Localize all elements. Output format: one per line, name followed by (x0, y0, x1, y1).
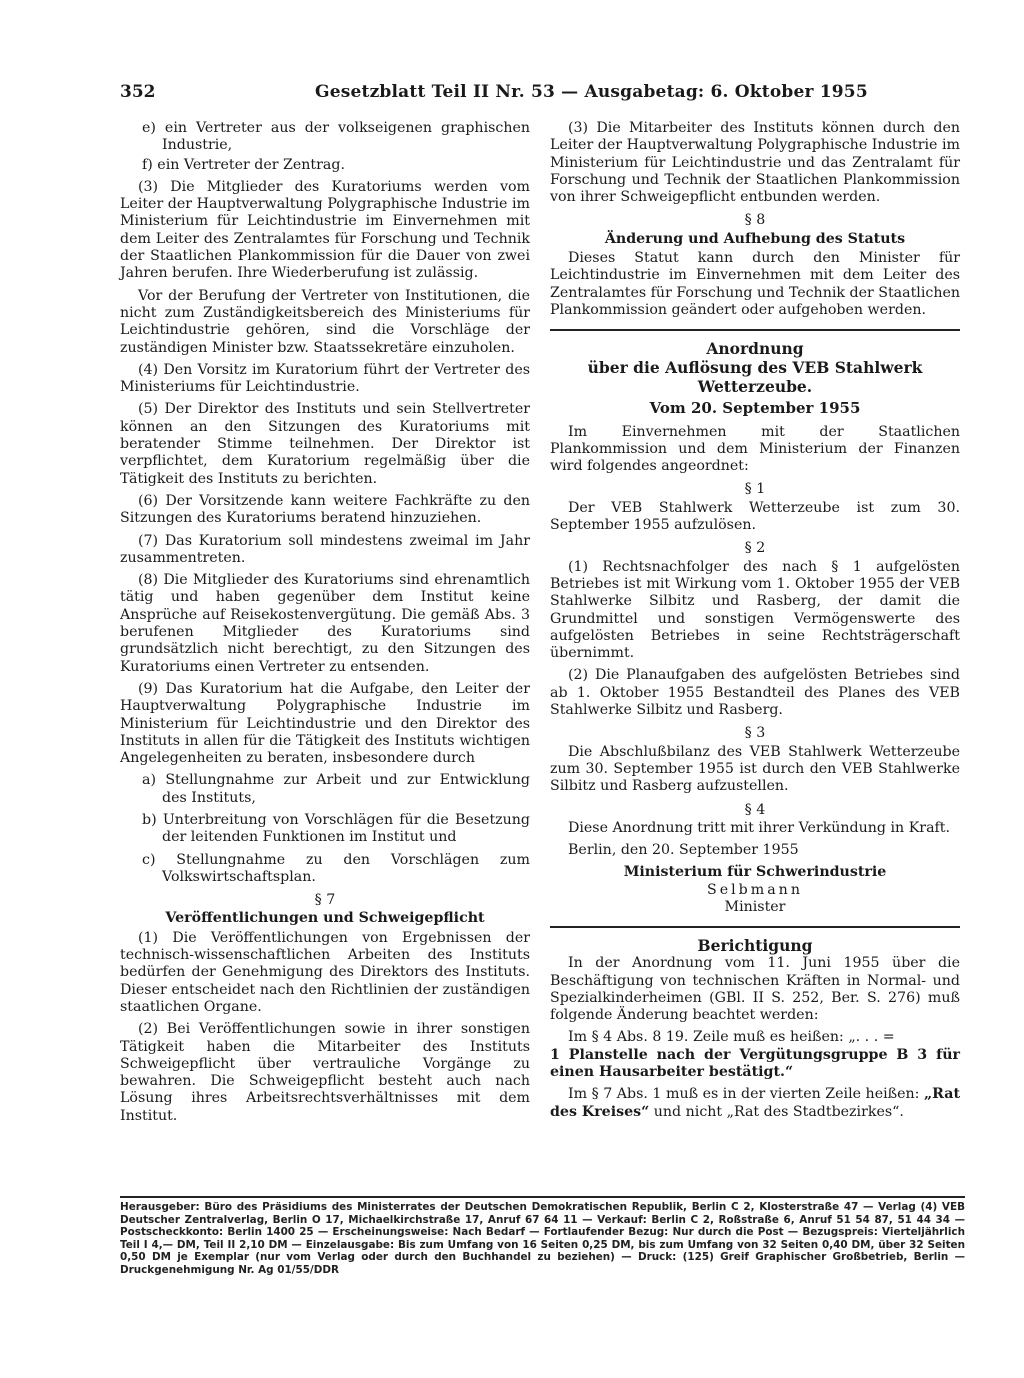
signer-role: Minister (724, 898, 786, 915)
section-7-number: § 7 (314, 892, 336, 909)
anordnung-section-2-number: § 2 (744, 540, 766, 557)
footer-rule (120, 1196, 965, 1198)
anordnung-title: Anordnung (706, 339, 804, 359)
anordnung-section-2-paragraph-1: (1) Rechtsnachfolger des nach § 1 aufgelösten Betriebes ist mit Wirkung vom 1. Oktober 1955 der VEB Stahlwerke Silbitz und Rasberg, der damit die Grundmittel und sonstigen Vermögenswerte des aufgelösten Betriebes in seine Rechtsträgerschaft übernimmt. (550, 558, 960, 662)
signer-name: Selbmann (707, 881, 803, 898)
berichtigung-paragraph-1: In der Anordnung vom 11. Juni 1955 über die Beschäftigung von technischen Kräften in Normal- und Spezialkinderheimen (GBl. II S. 252, Ber. S. 276) muß folgende Änderung beachtet werden: (550, 955, 960, 1024)
anordnung-date: Vom 20. September 1955 (649, 399, 861, 418)
list-item-a: a) Stellungnahme zur Arbeit und zur Entwicklung des Instituts, (142, 772, 530, 806)
anordnung-section-3-number: § 3 (744, 725, 766, 742)
paragraph-7: (7) Das Kuratorium soll mindestens zweimal im Jahr zusammentreten. (120, 532, 530, 566)
place-date-line: Berlin, den 20. September 1955 (568, 842, 799, 859)
anordnung-intro: Im Einvernehmen mit der Staatlichen Plankommission und dem Ministerium der Finanzen wird folgendes angeordnet: (550, 423, 960, 475)
berichtigung-p3-lead: Im § 7 Abs. 1 muß es in der vierten Zeile heißen: (568, 1086, 920, 1103)
imprint-footer: Herausgeber: Büro des Präsidiums des Ministerrates der Deutschen Demokratischen Republik, Berlin C 2, Klosterstraße 47 — Verlag (4) VEB Deutscher Zentralverlag, Berlin O 17, Michaelkirchstraße 17, Anruf 67 64 11 — Verkauf: Berlin C 2, Roßstraße 6, Anruf 51 54 87, 51 44 34 — Postscheckkonto: Berlin 1400 25 — Erscheinungsweise: Nach Bedarf — Fortlaufender Bezug: Nur durch die Post — Bezugspreis: Vierteljährlich Teil I 4,— DM, Teil II 2,10 DM — Einzelausgabe: Bis zum Umfang von 16 Seiten 0,25 DM, bis zum Umfang von 32 Seiten 0,40 DM, über 32 Seiten 0,50 DM je Exemplar (nur vom Verlag oder durch den Buchhandel zu beziehen) — Druck: (125) Greif Graphischer Großbetrieb, Berlin — Druckgenehmigung Nr. Ag 01/55/DDR (120, 1201, 965, 1276)
anordnung-subtitle-2: Wetterzeube. (697, 377, 813, 397)
left-column (120, 120, 530, 1130)
berichtigung-p2-bold: 1 Planstelle nach der Vergütungsgruppe B 3 für einen Hausarbeiter bestätigt.“ (550, 1046, 960, 1081)
anordnung-section-3-text: Die Abschlußbilanz des VEB Stahlwerk Wetterzeube zum 30. September 1955 ist durch den VEB Stahlwerke Silbitz und Rasberg aufzustellen. (550, 743, 960, 795)
list-item-e: e) ein Vertreter aus der volkseigenen graphischen Industrie, (142, 120, 530, 154)
section-7-paragraph-1: (1) Die Veröffentlichungen von Ergebnissen der technisch-wissenschaftlichen Arbeiten des Instituts bedürfen der Genehmigung des Direktors des Instituts. Dieser entscheidet nach den Richtlinien der zuständigen staatlichen Organe. (120, 929, 530, 1015)
anordnung-section-4-text: Diese Anordnung tritt mit ihrer Verkündung in Kraft. (568, 819, 950, 836)
section-8-heading: Änderung und Aufhebung des Statuts (604, 230, 906, 247)
anordnung-subtitle-1: über die Auflösung des VEB Stahlwerk (587, 358, 923, 378)
paragraph-3b: Vor der Berufung der Vertreter von Institutionen, die nicht zum Zuständigkeitsbereich des Ministeriums für Leichtindustrie gehören, sind die Vorschläge der zuständigen Minister bzw. Staatssekretäre einzuholen. (120, 287, 530, 356)
page-header (120, 82, 960, 108)
paragraph-4: (4) Den Vorsitz im Kuratorium führt der Vertreter des Ministeriums für Leichtindustrie. (120, 361, 530, 396)
anordnung-section-1-number: § 1 (744, 481, 766, 498)
paragraph-9: (9) Das Kuratorium hat die Aufgabe, den Leiter der Hauptverwaltung Polygraphische Industrie im Ministerium für Leichtindustrie und den Direktor des Instituts in allen für die Tätigkeit des Instituts wichtigen Angelegenheiten zu beraten, insbesondere durch (120, 680, 530, 767)
section-7-paragraph-2: (2) Bei Veröffentlichungen sowie in ihrer sonstigen Tätigkeit haben die Mitarbeiter des Instituts Schweigepflicht über vertrauliche Vorgänge zu bewahren. Die Schweigepflicht besteht auch nach Lösung ihres Arbeitsrechtsverhältnisses mit dem Institut. (120, 1021, 530, 1124)
signing-ministry: Ministerium für Schwerindustrie (623, 864, 887, 881)
paragraph-r3: (3) Die Mitarbeiter des Instituts können durch den Leiter der Hauptverwaltung Polygraphische Industrie im Ministerium für Leichtindustrie und das Zentralamt für Forschung und Technik der Staatlichen Plankommission von ihrer Schweigepflicht entbunden werden. (550, 120, 960, 206)
anordnung-section-1-text: Der VEB Stahlwerk Wetterzeube ist zum 30. September 1955 aufzulösen. (550, 499, 960, 534)
section-7-heading: Veröffentlichungen und Schweigepflicht (165, 910, 485, 927)
paragraph-5: (5) Der Direktor des Instituts und sein Stellvertreter können an den Sitzungen des Kuratoriums mit beratender Stimme teilnehmen. Der Direktor ist verpflichtet, dem Kuratorium regelmäßig über die Tätigkeit des Instituts zu berichten. (120, 401, 530, 487)
divider-rule (550, 329, 960, 331)
list-item-b: b) Unterbreitung von Vorschlägen für die Besetzung der leitenden Funktionen im Institut und (142, 811, 530, 846)
berichtigung-p3-bold: „Rat des Kreises“ (550, 1086, 960, 1120)
berichtigung-paragraph-3 (550, 1086, 960, 1121)
anordnung-section-4-number: § 4 (744, 801, 766, 818)
berichtigung-paragraph-2 (550, 1029, 960, 1081)
anordnung-section-2-paragraph-2: (2) Die Planaufgaben des aufgelösten Betriebes sind ab 1. Oktober 1955 Bestandteil des Planes des VEB Stahlwerke Silbitz und Rasberg. (550, 667, 960, 719)
divider-rule-2 (550, 926, 960, 928)
paragraph-3: (3) Die Mitglieder des Kuratoriums werden vom Leiter der Hauptverwaltung Polygraphische Industrie im Ministerium für Leichtindustrie im Einvernehmen mit dem Leiter des Zentralamtes für Forschung und Technik der Staatlichen Plankommission für die Dauer von zwei Jahren berufen. Ihre Wiederberufung ist zulässig. (120, 178, 530, 282)
list-item-f: f) ein Vertreter der Zentrag. (142, 156, 345, 173)
right-column (550, 120, 960, 1126)
section-8-paragraph: Dieses Statut kann durch den Minister für Leichtindustrie im Einvernehmen mit dem Leiter des Zentralamtes für Forschung und Technik der Staatlichen Plankommission geändert oder aufgehoben werden. (550, 250, 960, 318)
berichtigung-title: Berichtigung (697, 936, 813, 956)
paragraph-6: (6) Der Vorsitzende kann weitere Fachkräfte zu den Sitzungen des Kuratoriums beratend hinzuziehen. (120, 492, 530, 527)
page-number: 352 (120, 82, 156, 102)
section-8-number: § 8 (744, 212, 766, 229)
berichtigung-p2-lead: Im § 4 Abs. 8 19. Zeile muß es heißen: „. . . = (568, 1029, 895, 1046)
running-title: Gesetzblatt Teil II Nr. 53 — Ausgabetag: 6. Oktober 1955 (315, 82, 868, 102)
berichtigung-p3-tail: und nicht „Rat des Stadtbezirkes“. (653, 1103, 904, 1120)
paragraph-8: (8) Die Mitglieder des Kuratoriums sind ehrenamtlich tätig und haben gegenüber dem Institut keine Ansprüche auf Reisekostenvergütung. Die gemäß Abs. 3 berufenen Mitglieder des Kuratoriums sind grundsätzlich nicht berechtigt, zu den Sitzungen des Kuratoriums einen Vertreter zu entsenden. (120, 572, 530, 675)
list-item-c: c) Stellungnahme zu den Vorschlägen zum Volkswirtschaftsplan. (142, 851, 530, 885)
